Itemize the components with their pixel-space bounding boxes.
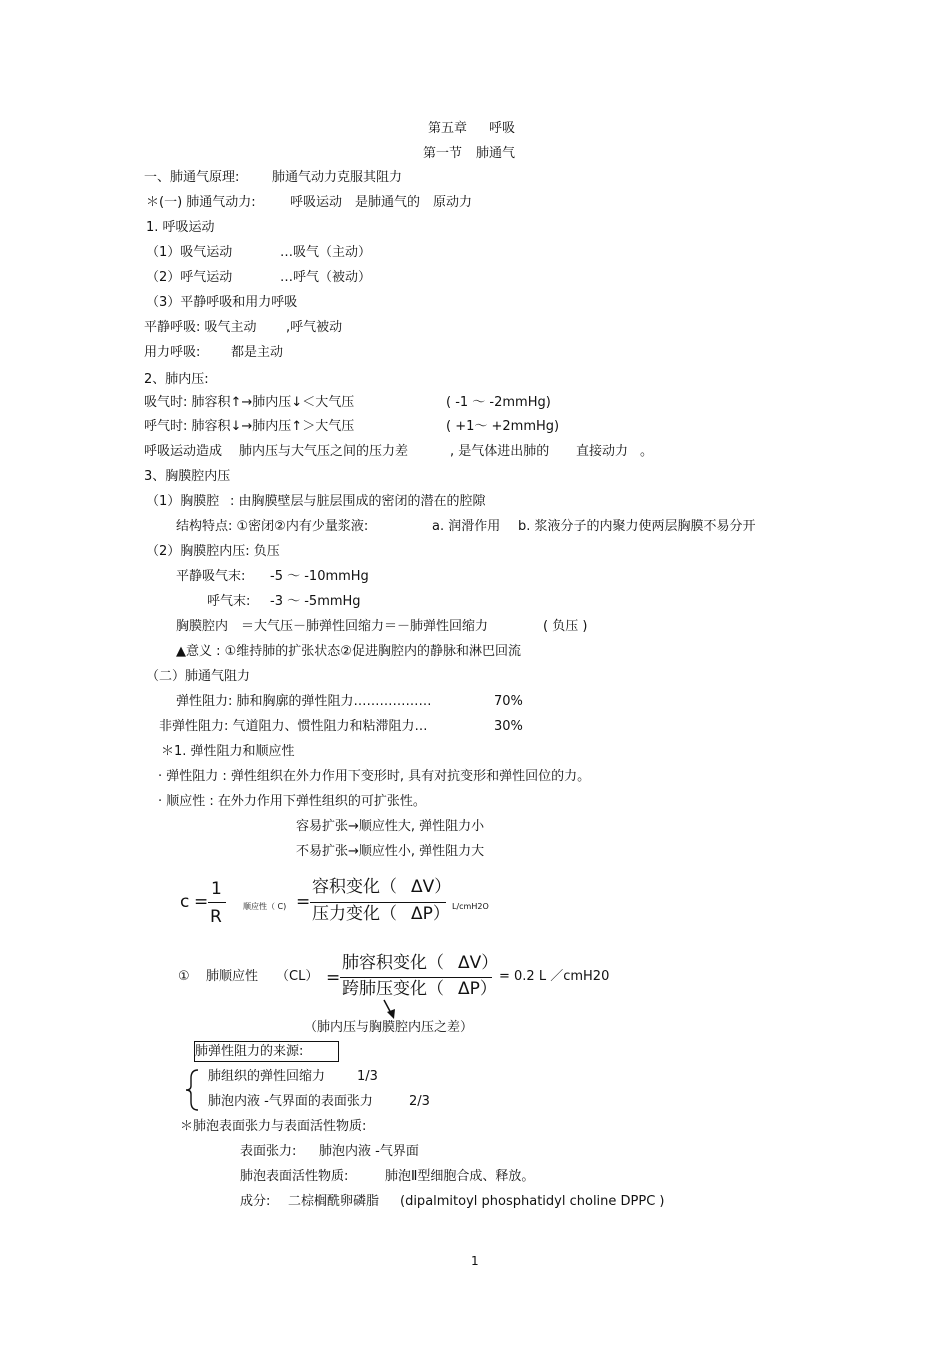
formula-equals: = bbox=[194, 892, 209, 912]
text-line: 成分: bbox=[240, 1194, 271, 1209]
text-line: 直接动力 bbox=[576, 444, 629, 459]
text-line: 表面张力: bbox=[240, 1144, 297, 1159]
source-item: 肺组织的弹性回缩力 bbox=[208, 1069, 326, 1084]
text-line: 用力呼吸: bbox=[144, 345, 201, 360]
text-line: 弹性阻力: 肺和胸廓的弹性阻力……………… bbox=[176, 694, 432, 709]
text-line: 肺泡Ⅱ型细胞合成、释放。 bbox=[385, 1169, 535, 1184]
text-line: 肺通气动力克服其阻力 bbox=[272, 170, 403, 185]
text-line: 二棕榈酰卵磷脂 bbox=[288, 1194, 380, 1209]
text-line: 1. 呼吸运动 bbox=[146, 220, 215, 235]
text-line: 2、肺内压: bbox=[144, 372, 209, 387]
formula-equals: = bbox=[326, 968, 341, 988]
text-line: -3 ～ -5mmHg bbox=[270, 594, 361, 609]
text-line: a. 润滑作用 bbox=[432, 519, 501, 534]
text-line: 70% bbox=[494, 694, 523, 709]
text-line: ( -1 ～ -2mmHg) bbox=[446, 395, 551, 410]
text-line: （二）肺通气阻力 bbox=[146, 669, 251, 684]
text-line: 结构特点: ①密闭②内有少量浆液: bbox=[176, 519, 369, 534]
text-line: 吸气时: 肺容积↑→肺内压↓＜大气压 bbox=[144, 395, 355, 410]
text-line: ＊(一) 肺通气动力: bbox=[146, 195, 256, 210]
text-line: ＊1. 弹性阻力和顺应性 bbox=[161, 744, 295, 759]
section-heading: ＊肺泡表面张力与表面活性物质: bbox=[180, 1119, 367, 1134]
formula-label: 肺顺应性 bbox=[206, 969, 259, 984]
text-line: 。 bbox=[640, 444, 654, 459]
formula-label: 顺应性（ C) bbox=[243, 902, 287, 911]
text-line: 胸膜腔内 bbox=[176, 619, 229, 634]
fraction-bar bbox=[310, 902, 446, 903]
text-line: 容易扩张→顺应性大, 弹性阻力小 bbox=[296, 819, 485, 834]
source-title: 肺弹性阻力的来源: bbox=[195, 1044, 304, 1059]
text-line: 非弹性阻力: 气道阻力、惯性阻力和粘滞阻力… bbox=[159, 719, 428, 734]
text-line: (dipalmitoyl phosphatidyl choline DPPC ) bbox=[400, 1194, 665, 1209]
formula-denominator: R bbox=[210, 907, 222, 927]
page-number: 1 bbox=[471, 1254, 479, 1268]
formula-symbol: c bbox=[180, 892, 190, 912]
text-line: · 弹性阻力 : 弹性组织在外力作用下变形时, 具有对抗变形和弹性回位的力。 bbox=[158, 769, 591, 784]
text-line: （2）呼气运动 bbox=[146, 270, 233, 285]
left-brace-icon bbox=[184, 1068, 202, 1112]
source-item-value: 1/3 bbox=[357, 1069, 378, 1084]
text-line: 呼吸运动 bbox=[290, 195, 343, 210]
formula-result: = 0.2 L ／cmH20 bbox=[499, 969, 610, 984]
text-line: 肺泡表面活性物质: bbox=[240, 1169, 349, 1184]
formula-unit: L/cmH2O bbox=[452, 902, 489, 911]
source-item-value: 2/3 bbox=[409, 1094, 430, 1109]
fraction-bar bbox=[340, 977, 492, 978]
text-line: ( 负压 ) bbox=[543, 619, 588, 634]
text-line: 都是主动 bbox=[231, 345, 284, 360]
text-line: 肺泡内液 -气界面 bbox=[319, 1144, 419, 1159]
text-line: -5 ～ -10mmHg bbox=[270, 569, 369, 584]
text-line: 肺内压与大气压之间的压力差 bbox=[239, 444, 409, 459]
text-line: 平静呼吸: 吸气主动 bbox=[144, 320, 257, 335]
formula-denominator: 压力变化（ ΔP） bbox=[312, 904, 450, 924]
text-line: （1）吸气运动 bbox=[146, 245, 233, 260]
text-line: 呼吸运动造成 bbox=[144, 444, 223, 459]
text-line: 30% bbox=[494, 719, 523, 734]
formula-numerator: 肺容积变化（ ΔV） bbox=[342, 953, 499, 973]
formula-numerator: 1 bbox=[211, 879, 222, 899]
text-line: 呼气末: bbox=[207, 594, 251, 609]
text-line: …吸气（主动） bbox=[280, 245, 372, 260]
source-item: 肺泡内液 -气界面的表面张力 bbox=[208, 1094, 373, 1109]
formula-marker: ① bbox=[178, 969, 190, 984]
text-line: 原动力 bbox=[433, 195, 473, 210]
formula-denominator: 跨肺压变化（ ΔP） bbox=[342, 979, 497, 999]
text-line: b. 浆液分子的内聚力使两层胸膜不易分开 bbox=[518, 519, 756, 534]
text-line: （2）胸膜腔内压: 负压 bbox=[146, 544, 280, 559]
formula-abbr: （CL） bbox=[276, 969, 319, 984]
text-line: ＝大气压－肺弹性回缩力＝－肺弹性回缩力 bbox=[241, 619, 489, 634]
text-line: …呼气（被动） bbox=[280, 270, 372, 285]
text-line: 呼气时: 肺容积↓→肺内压↑＞大气压 bbox=[144, 419, 355, 434]
text-line: 3、胸膜腔内压 bbox=[144, 469, 231, 484]
text-line: 一、肺通气原理: bbox=[144, 170, 240, 185]
text-line: ( +1～ +2mmHg) bbox=[446, 419, 560, 434]
text-line: 是肺通气的 bbox=[355, 195, 421, 210]
chapter-title: 第五章 呼吸 bbox=[428, 121, 516, 136]
text-line: ▲意义 : ①维持肺的扩张状态②促进胸腔内的静脉和淋巴回流 bbox=[176, 644, 521, 659]
arrow-down-icon bbox=[380, 998, 404, 1022]
text-line: · 顺应性 : 在外力作用下弹性组织的可扩张性。 bbox=[158, 794, 426, 809]
fraction-bar bbox=[208, 902, 226, 903]
text-line: ,呼气被动 bbox=[286, 320, 343, 335]
text-line: 平静吸气末: bbox=[176, 569, 246, 584]
text-line: （1）胸膜腔 bbox=[146, 494, 220, 509]
text-line: , 是气体进出肺的 bbox=[450, 444, 550, 459]
formula-equals: = bbox=[296, 892, 311, 912]
text-line: : 由胸膜壁层与脏层围成的密闭的潜在的腔隙 bbox=[230, 494, 486, 509]
formula-numerator: 容积变化（ ΔV） bbox=[312, 877, 452, 897]
text-line: （3）平静呼吸和用力呼吸 bbox=[146, 295, 298, 310]
section-title: 第一节 肺通气 bbox=[423, 146, 516, 161]
text-line: 不易扩张→顺应性小, 弹性阻力大 bbox=[296, 844, 485, 859]
formula-note: （肺内压与胸膜腔内压之差） bbox=[304, 1020, 474, 1035]
